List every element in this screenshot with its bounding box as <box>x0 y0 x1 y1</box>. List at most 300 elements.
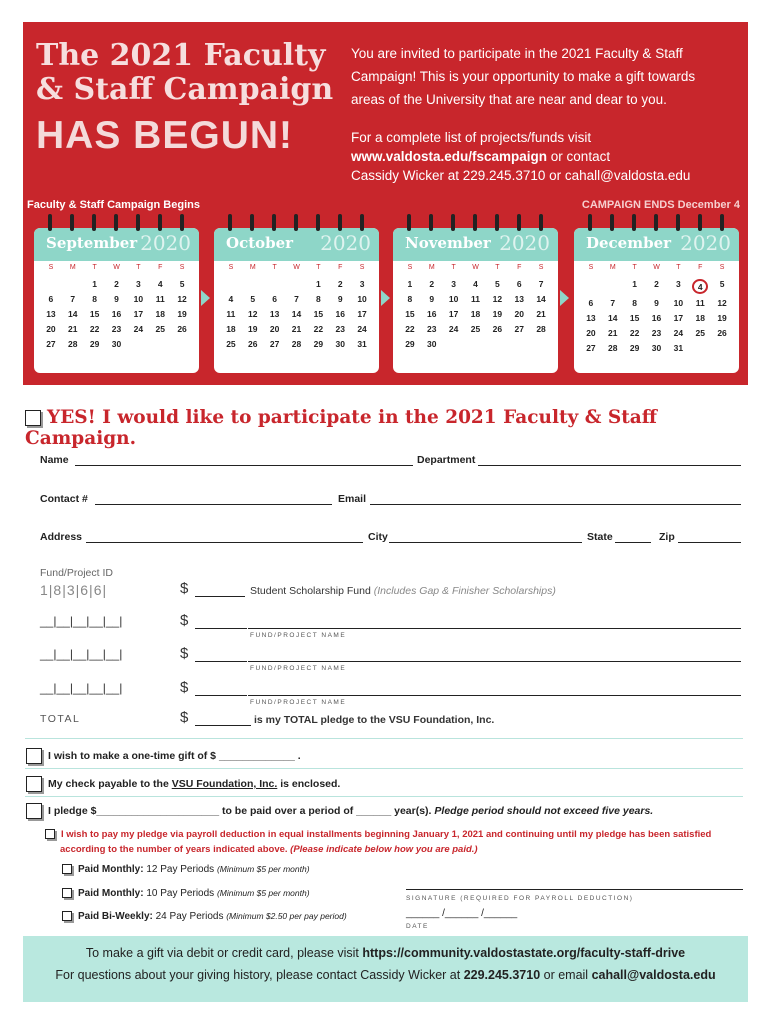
calendar-day: 25 <box>226 339 236 349</box>
weekday-label: S <box>719 264 725 271</box>
calendar-day: 26 <box>177 324 187 334</box>
calendar-day: 19 <box>717 313 727 323</box>
calendar-day: 30 <box>427 339 437 349</box>
calendar-day: 26 <box>717 328 727 338</box>
weekday-row <box>574 261 739 271</box>
fund-amount-field[interactable] <box>195 695 247 696</box>
calendar-day: 27 <box>269 339 280 349</box>
calendar-day: 20 <box>586 328 596 338</box>
binder-ring <box>632 214 636 231</box>
department-label: Department <box>417 454 476 466</box>
binder-ring <box>654 214 658 231</box>
calendar-day: 10 <box>357 294 367 304</box>
day-grid <box>574 271 739 354</box>
paid-monthly-12-periods: 12 Pay Periods <box>143 864 217 875</box>
paid-monthly-10-option[interactable] <box>62 888 310 899</box>
calendar-rings <box>34 214 199 236</box>
calendar-day: 5 <box>179 279 185 289</box>
fund-name-field[interactable] <box>248 695 741 696</box>
calendar-day: 16 <box>651 313 662 323</box>
calendar-day: 28 <box>536 324 546 334</box>
signature-field[interactable] <box>406 889 743 890</box>
check-text: My check payable to the <box>48 777 172 790</box>
day-grid <box>393 271 558 350</box>
weekday-label: S <box>48 264 54 271</box>
dollar-sign: $ <box>180 709 189 726</box>
calendar-day: 29 <box>313 339 324 349</box>
fund-name-field[interactable] <box>248 661 741 662</box>
weekday-label: S <box>179 264 185 271</box>
dollar-sign: $ <box>180 612 189 629</box>
calendar-day: 21 <box>291 324 302 334</box>
paid-biweekly-checkbox[interactable] <box>62 911 72 921</box>
calendar-day: 17 <box>673 313 684 323</box>
signature-caption: SIGNATURE (REQUIRED FOR PAYROLL DEDUCTION) <box>406 895 634 902</box>
calendar-day: 17 <box>357 309 367 319</box>
fund-name-caption: FUND/PROJECT NAME <box>250 632 347 639</box>
calendar-day: 26 <box>492 324 503 334</box>
weekday-label: W <box>113 264 120 271</box>
empty-day <box>580 279 602 290</box>
scholarship-fund <box>250 585 556 597</box>
paid-monthly-12-checkbox[interactable] <box>62 864 72 874</box>
calendar-day: 4 <box>228 294 234 304</box>
calendar-day: 21 <box>536 309 546 319</box>
binder-ring <box>495 214 499 231</box>
check-payee: VSU Foundation, Inc. <box>171 777 278 790</box>
weekday-label: T <box>632 264 637 271</box>
empty-day <box>602 279 624 290</box>
binder-ring <box>720 214 724 231</box>
calendar-rings <box>574 214 739 236</box>
weekday-label: F <box>338 264 343 271</box>
binder-ring <box>250 214 254 231</box>
scholarship-name: Student Scholarship Fund <box>250 585 371 597</box>
one-time-text: I wish to make a one-time gift of $ _____________ . <box>48 749 301 762</box>
empty-day <box>264 279 286 290</box>
calendar-day: 7 <box>70 294 76 304</box>
calendar-day: 9 <box>654 298 659 308</box>
yes-checkbox[interactable] <box>25 410 41 426</box>
weekday-label: S <box>228 264 234 271</box>
calendar-day: 9 <box>114 294 119 304</box>
calendar-day: 18 <box>695 313 705 323</box>
weekday-label: T <box>451 264 456 271</box>
paid-monthly-12-option[interactable] <box>62 864 310 875</box>
calendar-rings <box>393 214 558 236</box>
calendar-day: 27 <box>586 343 596 353</box>
binder-ring <box>70 214 74 231</box>
calendar-day: 25 <box>155 324 165 334</box>
calendar-day: 11 <box>155 294 165 304</box>
fund-id-scholarship: 1|8|3|6|6| <box>40 582 108 598</box>
campaign-url[interactable]: www.valdosta.edu/fscampaign <box>351 149 548 164</box>
footer-url[interactable]: https://community.valdostastate.org/faculty-staff-drive <box>362 946 686 960</box>
calendar-day: 8 <box>92 294 97 304</box>
calendar-day: 3 <box>359 279 365 289</box>
calendar-month: December <box>586 234 672 252</box>
total-label: TOTAL <box>40 713 81 725</box>
paid-biweekly-label: Paid Bi-Weekly: <box>78 911 153 922</box>
binder-ring <box>360 214 364 231</box>
scholarship-amount-field[interactable] <box>195 596 245 597</box>
weekday-label: M <box>609 264 616 271</box>
weekday-label: F <box>698 264 703 271</box>
empty-day <box>286 279 308 290</box>
calendar-day: 24 <box>357 324 367 334</box>
weekday-label: T <box>676 264 681 271</box>
footer-text: or email <box>540 968 592 982</box>
paid-biweekly-periods: 24 Pay Periods <box>152 911 227 922</box>
pledge-option[interactable] <box>26 803 653 819</box>
binder-ring <box>610 214 614 231</box>
weekday-label: S <box>588 264 594 271</box>
calendar-day: 20 <box>46 324 56 334</box>
contact-line: Cassidy Wicker at 229.245.3710 or cahall@valdosta.edu <box>351 168 691 183</box>
fund-name-caption: FUND/PROJECT NAME <box>250 665 347 672</box>
calendar-day: 7 <box>610 298 616 308</box>
binder-ring <box>180 214 184 231</box>
weekday-label: S <box>359 264 365 271</box>
pledge-note: Pledge period should not exceed five years. <box>431 804 654 817</box>
paid-monthly-10-label: Paid Monthly: <box>78 888 144 899</box>
calendar-day: 15 <box>629 313 640 323</box>
calendar-day: 2 <box>429 279 435 289</box>
fund-id-field[interactable]: __|__|__|__|__| <box>40 614 123 628</box>
one-time-checkbox[interactable] <box>26 748 42 764</box>
calendar-day: 12 <box>492 294 503 304</box>
empty-day <box>62 279 84 290</box>
calendar-year: 2020 <box>680 231 731 255</box>
calendar-november <box>393 228 558 373</box>
calendar-day: 23 <box>335 324 345 334</box>
calendar-day: 22 <box>313 324 324 334</box>
calendar-day: 11 <box>226 309 236 319</box>
calendar-day: 17 <box>448 309 459 319</box>
calendar-day: 19 <box>177 309 187 319</box>
calendar-day: 19 <box>492 309 503 319</box>
calendar-month: October <box>226 234 294 252</box>
empty-day <box>220 279 242 290</box>
weekday-row <box>393 261 558 271</box>
calendar-day: 18 <box>470 309 481 319</box>
calendar-day: 7 <box>294 294 299 304</box>
footer-box <box>23 936 748 1002</box>
calendar-day: 22 <box>629 328 640 338</box>
calendar-day: 13 <box>514 294 524 304</box>
calendar-day: 20 <box>514 309 524 319</box>
binder-ring <box>136 214 140 231</box>
total-amount-field[interactable] <box>195 725 251 726</box>
calendar-day: 24 <box>448 324 459 334</box>
calendar-day: 16 <box>111 309 122 319</box>
fund-name-caption: FUND/PROJECT NAME <box>250 699 347 706</box>
binder-ring <box>48 214 52 231</box>
calendar-day: 25 <box>695 328 705 338</box>
calendar-day: 18 <box>226 324 236 334</box>
calendar-day: 3 <box>675 279 681 289</box>
calendar-day: 6 <box>516 279 522 289</box>
title-big: HAS BEGUN! <box>36 114 294 157</box>
campaign-ends: CAMPAIGN ENDS December 4 <box>581 199 740 211</box>
day-grid <box>34 271 199 350</box>
calendar-day: 27 <box>514 324 524 334</box>
calendar-day: 18 <box>155 309 165 319</box>
date-field[interactable]: ______ /______ /______ <box>406 908 518 919</box>
paid-monthly-10-checkbox[interactable] <box>62 888 72 898</box>
binder-ring <box>114 214 118 231</box>
state-field[interactable] <box>615 542 651 543</box>
calendar-day: 29 <box>89 339 100 349</box>
footer-line2 <box>23 968 748 982</box>
calendar-day: 9 <box>429 294 435 304</box>
weekday-label: T <box>316 264 321 271</box>
footer-phone: 229.245.3710 <box>463 968 541 982</box>
calendar-day: 14 <box>291 309 302 319</box>
binder-ring <box>451 214 455 231</box>
payroll-checkbox[interactable] <box>45 829 55 839</box>
calendar-day: 14 <box>68 309 78 319</box>
calendar-day: 21 <box>68 324 78 334</box>
paid-biweekly-option[interactable] <box>62 911 347 922</box>
calendar-day: 13 <box>269 309 280 319</box>
calendar-day: 2 <box>337 279 343 289</box>
weekday-label: M <box>428 264 435 271</box>
calendar-day: 28 <box>291 339 302 349</box>
calendar-month: November <box>405 234 491 252</box>
calendar-day: 23 <box>111 324 122 334</box>
city-field[interactable] <box>389 542 582 543</box>
calendar-october <box>214 228 379 373</box>
address-label: Address <box>40 531 83 543</box>
email-label: Email <box>338 493 367 505</box>
calendar-day: 15 <box>89 309 100 319</box>
dollar-sign: $ <box>180 580 189 597</box>
zip-label: Zip <box>659 531 675 543</box>
email-field[interactable] <box>370 504 741 505</box>
empty-day <box>242 279 264 290</box>
footer-line1 <box>23 946 748 960</box>
calendar-day: 14 <box>536 294 546 304</box>
calendar-day: 30 <box>651 343 662 353</box>
calendar-day: 27 <box>46 339 56 349</box>
pledge-checkbox[interactable] <box>26 803 42 819</box>
calendar-day: 28 <box>608 343 618 353</box>
one-time-option[interactable] <box>26 748 301 764</box>
city-label: City <box>368 531 388 543</box>
yes-heading-text: YES! I would like to participate in the 2021 Faculty & Staff Campaign. <box>25 407 657 449</box>
binder-ring <box>473 214 477 231</box>
payroll-text: I wish to pay my pledge via payroll deduction in equal installments beginning January 1, 2021 and continuing until my pledge has been satisfied <box>61 829 712 840</box>
calendar-day: 25 <box>470 324 481 334</box>
footer-email[interactable]: cahall@valdosta.edu <box>591 968 716 982</box>
intro-line: areas of the University that are near and dear to you. <box>351 92 667 107</box>
calendar-day: 12 <box>177 294 187 304</box>
name-field[interactable] <box>75 465 413 466</box>
divider <box>25 768 743 769</box>
calendar-day: 30 <box>335 339 345 349</box>
weekday-label: F <box>158 264 163 271</box>
title-line1: The 2021 Faculty <box>36 38 326 73</box>
address-field[interactable] <box>86 542 363 543</box>
calendar-december <box>574 228 739 373</box>
fund-id-field[interactable]: __|__|__|__|__| <box>40 681 123 695</box>
weekday-label: S <box>407 264 413 271</box>
total-note: is my TOTAL pledge to the VSU Foundation, Inc. <box>254 714 495 726</box>
weekday-label: F <box>517 264 522 271</box>
calendar-day: 23 <box>651 328 662 338</box>
name-label: Name <box>40 454 69 466</box>
paid-biweekly-min: (Minimum $2.50 per pay period) <box>226 911 347 921</box>
calendar-day: 20 <box>269 324 280 334</box>
weekday-label: S <box>538 264 544 271</box>
campaign-begins: Faculty & Staff Campaign Begins <box>27 199 200 211</box>
divider <box>25 738 743 739</box>
calendar-year: 2020 <box>140 231 191 255</box>
dollar-sign: $ <box>180 645 189 662</box>
calendar-day: 6 <box>48 294 54 304</box>
calendar-year: 2020 <box>499 231 550 255</box>
binder-ring <box>698 214 702 231</box>
intro-text <box>351 42 746 111</box>
weekday-label: M <box>69 264 76 271</box>
check-checkbox[interactable] <box>26 776 42 792</box>
calendar-day: 21 <box>608 328 618 338</box>
calendar-day: 3 <box>451 279 456 289</box>
binder-ring <box>517 214 521 231</box>
calendar-day: 1 <box>632 279 637 289</box>
calendar-day: 24 <box>673 328 684 338</box>
binder-ring <box>158 214 162 231</box>
calendar-day: 28 <box>68 339 78 349</box>
calendar-day: 24 <box>133 324 144 334</box>
calendar-day: 1 <box>92 279 97 289</box>
calendar-day: 16 <box>427 309 437 319</box>
scholarship-note: (Includes Gap & Finisher Scholarships) <box>373 585 556 597</box>
state-label: State <box>587 531 613 543</box>
circled-end-day: 4 <box>692 279 708 294</box>
binder-ring <box>272 214 276 231</box>
binder-ring <box>92 214 96 231</box>
payroll-option[interactable] <box>45 827 755 857</box>
calendar-day: 16 <box>335 309 345 319</box>
calendar-day: 31 <box>673 343 684 353</box>
paid-monthly-10-min: (Minimum $5 per month) <box>216 888 310 898</box>
binder-ring <box>228 214 232 231</box>
or-contact: or contact <box>547 149 611 164</box>
dollar-sign: $ <box>180 679 189 696</box>
weekday-label: W <box>653 264 660 271</box>
check-option[interactable] <box>26 776 340 792</box>
calendar-day: 13 <box>586 313 596 323</box>
divider <box>25 796 743 797</box>
calendar-day: 3 <box>135 279 141 289</box>
calendar-day: 1 <box>407 279 413 289</box>
calendar-day: 17 <box>133 309 144 319</box>
calendar-day: 2 <box>654 279 659 289</box>
footer-text: To make a gift via debit or credit card, please visit <box>85 946 363 960</box>
weekday-label: W <box>472 264 479 271</box>
arrow-right-icon <box>201 290 210 306</box>
check-text-end: is enclosed. <box>277 777 341 790</box>
calendar-day: 10 <box>448 294 459 304</box>
fund-id-label: Fund/Project ID <box>40 567 113 579</box>
calendar-day: 7 <box>538 279 544 289</box>
fund-amount-field[interactable] <box>195 661 247 662</box>
calendar-day: 19 <box>248 324 258 334</box>
weekday-label: T <box>495 264 500 271</box>
footer-text: For questions about your giving history, please contact Cassidy Wicker at <box>55 968 464 982</box>
calendar-day: 29 <box>405 339 415 349</box>
calendar-day: 8 <box>632 298 637 308</box>
calendar-day: 9 <box>337 294 343 304</box>
calendar-day: 29 <box>629 343 640 353</box>
fund-name-field[interactable] <box>248 628 741 629</box>
binder-ring <box>316 214 320 231</box>
yes-heading <box>25 407 770 449</box>
day-grid <box>214 271 379 350</box>
calendar-day: 6 <box>272 294 277 304</box>
weekday-label: T <box>92 264 97 271</box>
title-line2: & Staff Campaign <box>36 72 334 107</box>
calendar-day: 2 <box>114 279 119 289</box>
calendar-day: 4 <box>157 279 163 289</box>
calendar-day: 12 <box>248 309 258 319</box>
calendar-day: 26 <box>248 339 258 349</box>
contact-field[interactable] <box>95 504 332 505</box>
contact-text <box>351 128 746 185</box>
calendar-day: 22 <box>405 324 415 334</box>
weekday-label: T <box>272 264 277 271</box>
calendar-day: 4 <box>473 279 478 289</box>
fund-amount-field[interactable] <box>195 628 247 629</box>
binder-ring <box>588 214 592 231</box>
department-field[interactable] <box>478 465 741 466</box>
calendar-year: 2020 <box>320 231 371 255</box>
date-caption: DATE <box>406 923 429 930</box>
binder-ring <box>676 214 680 231</box>
binder-ring <box>539 214 543 231</box>
binder-ring <box>338 214 342 231</box>
calendar-day: 8 <box>407 294 413 304</box>
paid-monthly-10-periods: 10 Pay Periods <box>143 888 217 899</box>
pledge-text: I pledge $_____________________ to be paid over a period of ______ year(s). <box>48 804 432 817</box>
calendar-day: 10 <box>133 294 144 304</box>
intro-line: Campaign! This is your opportunity to make a gift towards <box>351 69 696 84</box>
calendar-day: 15 <box>405 309 415 319</box>
calendar-day: 8 <box>315 294 321 304</box>
calendar-day: 5 <box>250 294 256 304</box>
calendar-day: 13 <box>46 309 56 319</box>
calendar-day: 31 <box>357 339 367 349</box>
arrow-right-icon <box>560 290 569 306</box>
calendar-day: 10 <box>673 298 684 308</box>
weekday-row <box>214 261 379 271</box>
fund-id-field[interactable]: __|__|__|__|__| <box>40 647 123 661</box>
paid-monthly-12-min: (Minimum $5 per month) <box>216 864 310 874</box>
zip-field[interactable] <box>678 542 741 543</box>
arrow-right-icon <box>381 290 390 306</box>
calendar-day: 14 <box>608 313 618 323</box>
calendar-day: 12 <box>717 298 727 308</box>
empty-day <box>40 279 62 290</box>
weekday-label: W <box>293 264 300 271</box>
calendar-month: September <box>46 234 138 252</box>
calendar-day: 1 <box>315 279 321 289</box>
binder-ring <box>407 214 411 231</box>
contact-label: Contact # <box>40 493 88 505</box>
list-line: For a complete list of projects/funds visit <box>351 130 592 145</box>
